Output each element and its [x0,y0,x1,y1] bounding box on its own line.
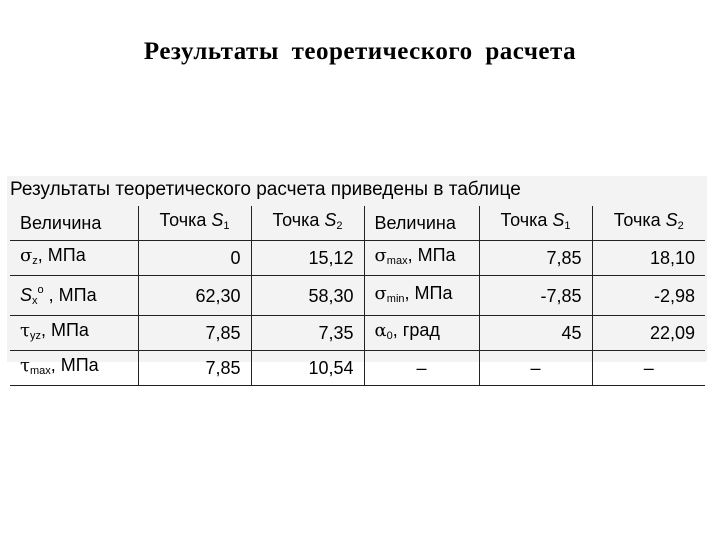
table-row [10,351,705,386]
value-cell: 22,09 [592,316,705,351]
quantity-cell: $\sigma_z$, МПа [10,241,138,276]
slide-title: Результаты теоретического расчета [143,38,577,65]
table-row [10,276,705,316]
value-cell: -7,85 [479,276,592,316]
empty-dash-cell: – [364,351,479,386]
value-cell: -2,98 [592,276,705,316]
header-point-s2-right: Точка $S_2$ [592,206,705,241]
empty-dash-cell: – [479,351,592,386]
quantity-cell: $\tau_{max}$, МПа [10,351,138,386]
value-cell: 7,85 [138,316,251,351]
table-row [10,316,705,351]
value-cell: 45 [479,316,592,351]
value-cell: 7,85 [479,241,592,276]
table-row [10,241,705,276]
value-cell: 15,12 [251,241,364,276]
quantity-cell: $\sigma_{min}$, МПа [364,276,479,316]
header-point-s1-right: Точка $S_1$ [479,206,592,241]
table-caption: Результаты теоретического расчета приведены в таблице [10,179,521,200]
header-point-s2-left: Точка $S_2$ [251,206,364,241]
value-cell: 10,54 [251,351,364,386]
document-scan [7,176,707,378]
value-cell: 62,30 [138,276,251,316]
quantity-cell: $S_x^o$ , МПа [10,276,138,316]
quantity-cell: $\sigma_{max}$, МПа [364,241,479,276]
table-header-row [10,206,705,241]
header-point-s1-left: Точка $S_1$ [138,206,251,241]
header-quantity-right: Величина [364,206,479,241]
empty-dash-cell: – [592,351,705,386]
value-cell: 7,85 [138,351,251,386]
header-quantity-left: Величина [10,206,138,241]
value-cell: 58,30 [251,276,364,316]
quantity-cell: $\alpha_0$, град [364,316,479,351]
value-cell: 18,10 [592,241,705,276]
value-cell: 0 [138,241,251,276]
value-cell: 7,35 [251,316,364,351]
quantity-cell: $\tau_{yz}$, МПа [10,316,138,351]
results-table [10,206,705,386]
